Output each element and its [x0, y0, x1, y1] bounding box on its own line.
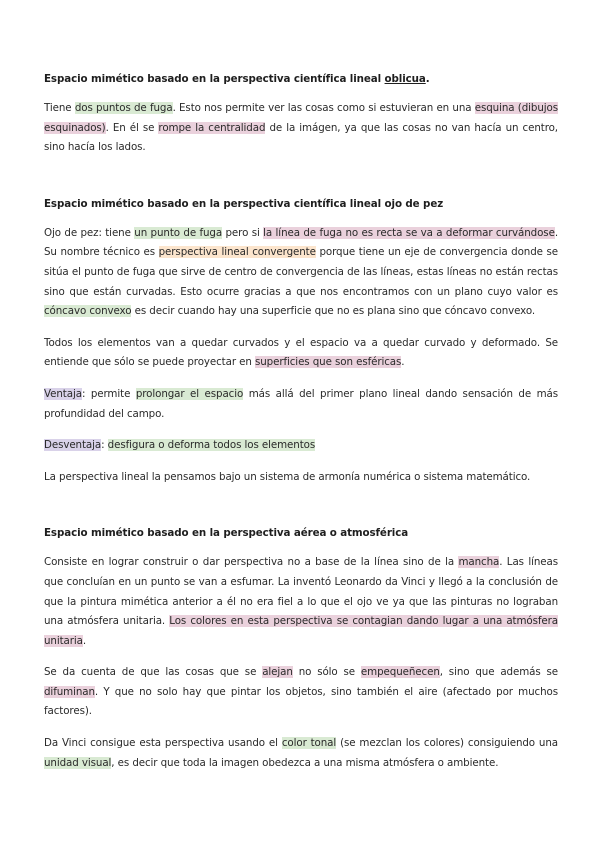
- text-run: de la imágen, ya que las cosas no van hacía un centro, sino hacía los lados.: [44, 121, 558, 154]
- section-heading-aerea: Espacio mimético basado en la perspectiva aérea o atmosférica: [44, 527, 409, 540]
- highlight-green: cóncavo convexo: [44, 305, 132, 318]
- text-run: Da Vinci consigue esta perspectiva usando el: [44, 737, 282, 750]
- highlight-pink: difuminan: [44, 685, 95, 698]
- paragraph-armonia: La perspectiva lineal la pensamos bajo un sistema de armonía numérica o sistema matemático.: [44, 470, 531, 483]
- highlight-green: prolongar el espacio: [135, 387, 244, 400]
- text-run: :: [101, 439, 108, 452]
- text-run: .: [401, 356, 405, 369]
- highlight-pink: superficies que son esféricas: [254, 356, 402, 369]
- text-run: Tiene: [44, 102, 75, 114]
- text-run: Consiste en lograr construir o dar perspectiva no a base de la línea sino de la: [44, 556, 459, 569]
- paragraph-desventaja: [44, 436, 558, 456]
- text-run: .: [82, 634, 87, 647]
- text-run: Se da cuenta de que las cosas que se: [44, 666, 263, 679]
- document-body: [44, 71, 558, 773]
- paragraph-ventaja: [44, 385, 558, 424]
- heading-period: .: [425, 73, 430, 85]
- text-run: . Su nombre técnico es: [44, 226, 558, 259]
- highlight-pink: empequeñecen: [360, 666, 440, 679]
- text-run: es decir cuando hay una superficie que no es plana sino que cóncavo convexo.: [131, 305, 536, 318]
- text-run: . Y que no solo hay que pintar los objetos, sino también el aire (afectado por muchos factores).: [44, 685, 558, 718]
- highlight-green: dos puntos de fuga: [74, 102, 173, 114]
- paragraph-curvados: [44, 334, 558, 373]
- paragraph-oblicua: [44, 99, 558, 158]
- text-run: , sino que además se: [439, 666, 559, 679]
- paragraph-ojo-de-pez: [44, 224, 558, 322]
- text-run: no sólo se: [292, 666, 361, 679]
- heading-text: Espacio mimético basado en la perspectiva científica lineal: [44, 73, 385, 85]
- text-run: . En él se: [105, 121, 159, 134]
- text-run: : permite: [81, 387, 136, 400]
- text-run: Ojo de pez: tiene: [44, 226, 135, 239]
- highlight-pink: alejan: [262, 666, 293, 679]
- heading-underlined-word: oblicua: [384, 73, 426, 85]
- paragraph-aerea: [44, 553, 558, 651]
- highlight-orange: perspectiva lineal convergente: [158, 246, 316, 259]
- section-heading-ojo-de-pez: Espacio mimético basado en la perspectiva científica lineal ojo de pez: [44, 197, 444, 210]
- highlight-violet: Desventaja: [44, 439, 102, 452]
- highlight-pink: mancha: [458, 556, 500, 569]
- highlight-pink: rompe la centralidad: [158, 121, 266, 134]
- highlight-green: unidad visual: [44, 756, 112, 769]
- section-heading-oblicua: [44, 71, 558, 87]
- paragraph-da-vinci: [44, 734, 558, 773]
- text-run: Todos los elementos van a quedar curvados y el espacio va a quedar curvado y deformado. Se entiende que sólo se puede proyectar en: [44, 336, 558, 369]
- text-run: , es decir que toda la imagen obedezca a una misma atmósfera o ambiente.: [111, 756, 499, 769]
- text-run: porque tiene un eje de convergencia donde se sitúa el punto de fuga que sirve de centro de convergencia de las líneas, estas líneas no están rectas sino que están curvadas. Esto ocurre gracias a que nos encontramos con un plano cuyo valor es: [44, 246, 558, 298]
- highlight-violet: Ventaja: [44, 387, 82, 400]
- highlight-pink: esquina (dibujos esquinados): [44, 102, 558, 134]
- highlight-green: color tonal: [281, 737, 337, 750]
- text-run: (se mezclan los colores) consiguiendo una: [336, 737, 558, 750]
- text-run: pero si: [222, 226, 264, 239]
- paragraph-alejan: [44, 663, 558, 722]
- highlight-green: desfigura o deforma todos los elementos: [107, 439, 316, 452]
- text-run: más allá del primer plano lineal dando sensación de más profundidad del campo.: [44, 387, 558, 420]
- text-run: . Esto nos permite ver las cosas como si estuvieran en una: [172, 102, 475, 114]
- highlight-pink: Los colores en esta perspectiva se contagian dando lugar a una atmósfera unitaria: [44, 615, 558, 647]
- text-run: . Las líneas que concluían en un punto se van a esfumar. La inventó Leonardo da Vinci y llegó a la conclusión de que la pintura mimética anterior a él no era fiel a lo que el ojo ve ya que las pinturas no lograban una atmósfera unitaria.: [44, 556, 558, 628]
- highlight-pink: la línea de fuga no es recta se va a deformar curvándose: [263, 226, 555, 239]
- highlight-green: un punto de fuga: [134, 226, 223, 239]
